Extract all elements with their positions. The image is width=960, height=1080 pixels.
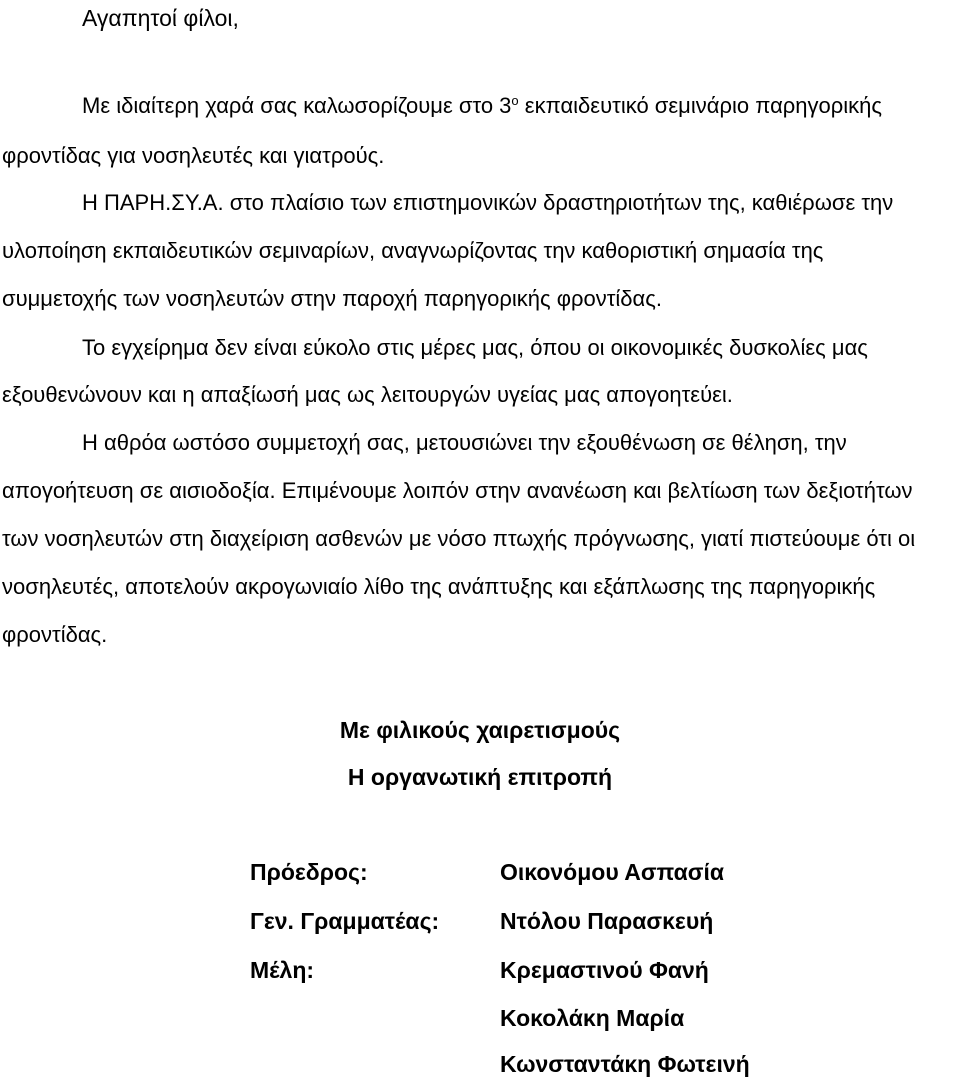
paragraph4-line5: φροντίδας. bbox=[2, 622, 108, 647]
ordinal-superscript: ο bbox=[511, 93, 519, 108]
president-name: Οικονόμου Ασπασία bbox=[500, 859, 724, 885]
secretary-label: Γεν. Γραμματέας: bbox=[250, 908, 440, 934]
paragraph2-line1: Η ΠΑΡΗ.ΣΥ.Α. στο πλαίσιο των επιστημονικών δραστηριοτήτων της, καθιέρωσε την bbox=[82, 190, 894, 215]
president-label: Πρόεδρος: bbox=[250, 859, 368, 885]
paragraph3-line2: εξουθενώνουν και η απαξίωσή μας ως λειτουργών υγείας μας απογοητεύει. bbox=[2, 382, 733, 407]
greeting: Αγαπητοί φίλοι, bbox=[82, 5, 239, 31]
secretary-name: Ντόλου Παρασκευή bbox=[500, 908, 714, 934]
organizing-committee-title: Η οργανωτική επιτροπή bbox=[347, 764, 613, 790]
paragraph1-line1-rest: εκπαιδευτικό σεμινάριο παρηγορικής bbox=[518, 93, 883, 118]
member-name: Κρεμαστινού Φανή bbox=[500, 957, 709, 983]
paragraph3-line1: Το εγχείρημα δεν είναι εύκολο στις μέρες μας, όπου οι οικονομικές δυσκολίες μας bbox=[82, 335, 868, 360]
paragraph2-line2: υλοποίηση εκπαιδευτικών σεμιναρίων, αναγνωρίζοντας την καθοριστική σημασία της bbox=[2, 238, 824, 263]
paragraph4-line2: απογοήτευση σε αισιοδοξία. Επιμένουμε λοιπόν στην ανανέωση και βελτίωση των δεξιοτήτων bbox=[2, 478, 913, 503]
paragraph1-line2: φροντίδας για νοσηλευτές και γιατρούς. bbox=[2, 143, 385, 168]
closing-regards: Με φιλικούς χαιρετισμούς bbox=[339, 717, 621, 743]
paragraph4-line3: των νοσηλευτών στη διαχείριση ασθενών με νόσο πτωχής πρόγνωσης, γιατί πιστεύουμε ότι οι bbox=[2, 526, 916, 551]
member-name: Κοκολάκη Μαρία bbox=[500, 1005, 685, 1031]
members-label: Μέλη: bbox=[250, 957, 315, 983]
paragraph1-line1-text: Με ιδιαίτερη χαρά σας καλωσορίζουμε στο 3 bbox=[82, 93, 512, 118]
paragraph1-line1 bbox=[82, 92, 882, 120]
paragraph4-line1: Η αθρόα ωστόσο συμμετοχή σας, μετουσιώνει την εξουθένωση σε θέληση, την bbox=[82, 430, 847, 455]
paragraph2-line3: συμμετοχής των νοσηλευτών στην παροχή παρηγορικής φροντίδας. bbox=[2, 286, 662, 311]
paragraph4-line4: νοσηλευτές, αποτελούν ακρογωνιαίο λίθο της ανάπτυξης και εξάπλωσης της παρηγορικής bbox=[2, 574, 876, 599]
member-name: Κωνσταντάκη Φωτεινή bbox=[500, 1051, 750, 1077]
